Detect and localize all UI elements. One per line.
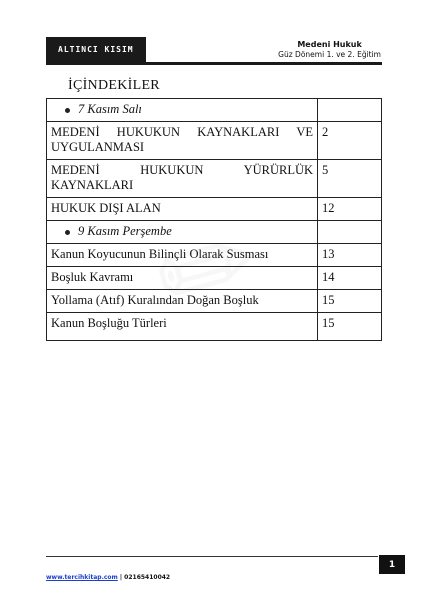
toc-page-number: 12 <box>318 198 382 221</box>
toc-row <box>47 160 382 198</box>
toc-row <box>47 122 382 160</box>
phone-number: 02165410042 <box>124 574 171 581</box>
toc-section-cell <box>47 221 318 244</box>
toc-entry-label: Kanun Boşluğu Türleri <box>47 313 318 341</box>
toc-entry-label: Boşluk Kavramı <box>47 267 318 290</box>
toc-row <box>47 221 382 244</box>
toc-row <box>47 267 382 290</box>
footer-separator: | <box>119 574 123 581</box>
toc-page-number: 15 <box>318 313 382 341</box>
toc-page-cell <box>318 221 382 244</box>
section-label: ALTINCI KISIM <box>46 37 146 62</box>
header-course-info <box>278 40 381 60</box>
footer-divider <box>46 556 378 557</box>
toc-entry-label: Yollama (Atıf) Kuralından Doğan Boşluk <box>47 290 318 313</box>
header-divider <box>46 62 382 65</box>
toc-row <box>47 290 382 313</box>
toc-page-number: 15 <box>318 290 382 313</box>
toc-page-number: 2 <box>318 122 382 160</box>
toc-entry-label: HUKUK DIŞI ALAN <box>47 198 318 221</box>
footer-contact <box>46 574 170 581</box>
toc-table <box>46 98 382 341</box>
toc-entry-label: Kanun Koyucunun Bilinçli Olarak Susması <box>47 244 318 267</box>
toc-page-number: 5 <box>318 160 382 198</box>
toc-entry-label: MEDENİ HUKUKUN KAYNAKLARI VE UYGULANMASI <box>47 122 318 160</box>
page-number: 1 <box>379 555 405 574</box>
toc-row <box>47 99 382 122</box>
toc-section-cell <box>47 99 318 122</box>
toc-section-label: 9 Kasım Perşembe <box>78 224 172 238</box>
toc-page-number: 14 <box>318 267 382 290</box>
toc-row <box>47 244 382 267</box>
toc-row <box>47 198 382 221</box>
toc-title: İÇİNDEKİLER <box>68 78 160 93</box>
course-title: Medeni Hukuk <box>297 40 362 49</box>
toc-entry-label: MEDENİ HUKUKUN YÜRÜRLÜK KAYNAKLARI <box>47 160 318 198</box>
toc-page-cell <box>318 99 382 122</box>
term-label: Güz Dönemi 1. ve 2. Eğitim <box>278 50 381 59</box>
website-link[interactable]: www.tercihkitap.com <box>46 574 118 581</box>
toc-section-label: 7 Kasım Salı <box>78 102 142 116</box>
toc-row <box>47 313 382 341</box>
bullet-icon <box>65 230 70 235</box>
bullet-icon <box>65 108 70 113</box>
toc-page-number: 13 <box>318 244 382 267</box>
